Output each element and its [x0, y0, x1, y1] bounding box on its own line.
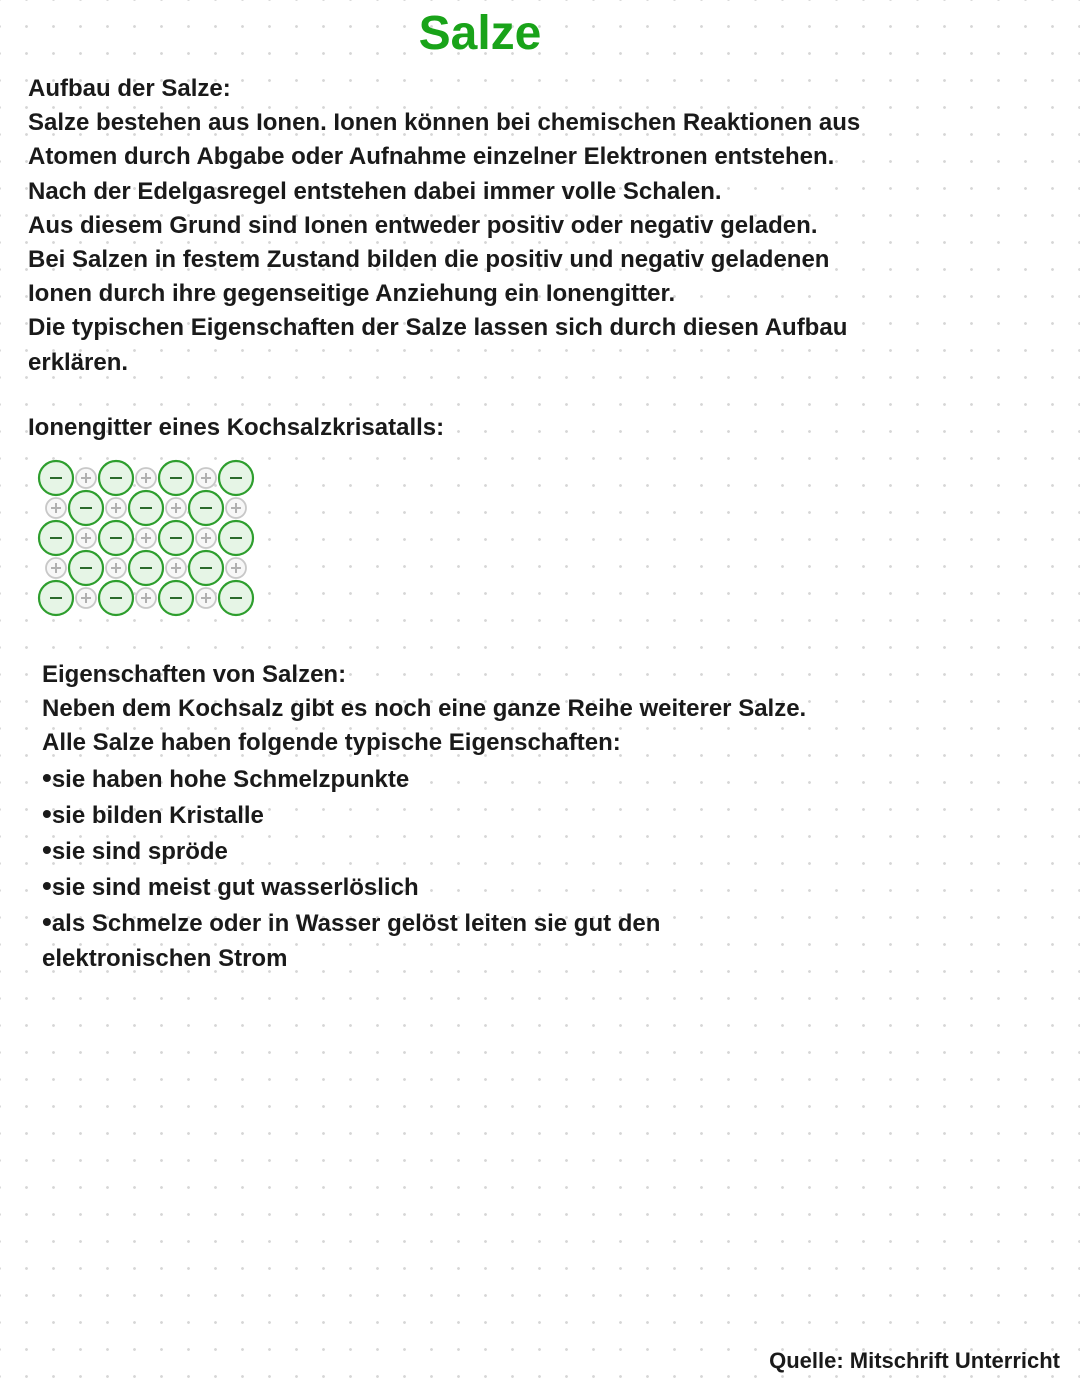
source-note: Quelle: Mitschrift Unterricht [769, 1348, 1060, 1373]
bullet-item: • sie haben hohe Schmelzpunkte [42, 761, 806, 797]
sodium-cation [166, 558, 186, 578]
chloride-anion [189, 491, 223, 525]
chloride-anion [219, 461, 253, 495]
sodium-cation [166, 498, 186, 518]
chloride-anion [69, 551, 103, 585]
chloride-anion [159, 461, 193, 495]
sodium-cation [136, 528, 156, 548]
chloride-anion [219, 521, 253, 555]
sodium-cation [76, 528, 96, 548]
bullet-item: • sie sind meist gut wasserlöslich [42, 869, 806, 905]
section-heading: Ionengitter eines Kochsalzkrisatalls: [28, 414, 445, 441]
chloride-anion [39, 581, 73, 615]
bullet-item: • als Schmelze oder in Wasser gelöst leiten sie gut den [42, 905, 806, 941]
chloride-anion [129, 491, 163, 525]
sodium-cation [136, 468, 156, 488]
text-line: Nach der Edelgasregel entstehen dabei immer volle Schalen. [28, 177, 722, 205]
text-line: elektronischen Strom [42, 944, 288, 972]
chloride-anion [159, 581, 193, 615]
text-line: Salze bestehen aus Ionen. Ionen können bei chemischen Reaktionen aus [28, 109, 861, 137]
sodium-cation [136, 588, 156, 608]
chloride-anion [189, 551, 223, 585]
sodium-cation [106, 498, 126, 518]
section-eigenschaften [42, 658, 806, 976]
text-line: Bei Salzen in festem Zustand bilden die positiv und negativ geladenen [28, 246, 830, 274]
sodium-cation [76, 468, 96, 488]
chloride-anion [99, 521, 133, 555]
section-heading: Aufbau der Salze: [28, 75, 231, 102]
section-ionengitter [28, 411, 444, 445]
sodium-cation [106, 558, 126, 578]
chloride-anion [39, 521, 73, 555]
text-line: Atomen durch Abgabe oder Aufnahme einzelner Elektronen entstehen. [28, 143, 835, 171]
sodium-cation [196, 528, 216, 548]
chloride-anion [99, 581, 133, 615]
bullet-item: • sie sind spröde [42, 833, 806, 869]
chloride-anion [219, 581, 253, 615]
sodium-cation [196, 588, 216, 608]
chloride-anion [69, 491, 103, 525]
sodium-cation [46, 498, 66, 518]
sodium-cation [196, 468, 216, 488]
sodium-cation [76, 588, 96, 608]
text-line: Die typischen Eigenschaften der Salze lassen sich durch diesen Aufbau [28, 314, 848, 342]
text-line: Ionen durch ihre gegenseitige Anziehung ein Ionengitter. [28, 280, 676, 308]
text-line: Aus diesem Grund sind Ionen entweder positiv oder negativ geladen. [28, 211, 818, 239]
sodium-cation [46, 558, 66, 578]
text-line: Alle Salze haben folgende typische Eigenschaften: [42, 729, 621, 757]
bullet-item: • sie bilden Kristalle [42, 797, 806, 833]
chloride-anion [129, 551, 163, 585]
text-line: erklären. [28, 348, 129, 376]
sodium-cation [226, 558, 246, 578]
chloride-anion [99, 461, 133, 495]
sodium-cation [226, 498, 246, 518]
chloride-anion [39, 461, 73, 495]
page-title: Salze [418, 7, 542, 60]
text-line: Neben dem Kochsalz gibt es noch eine ganze Reihe weiterer Salze. [42, 695, 807, 723]
chloride-anion [159, 521, 193, 555]
section-heading: Eigenschaften von Salzen: [42, 661, 347, 688]
ion-lattice-diagram [34, 458, 264, 618]
section-aufbau [28, 72, 860, 380]
